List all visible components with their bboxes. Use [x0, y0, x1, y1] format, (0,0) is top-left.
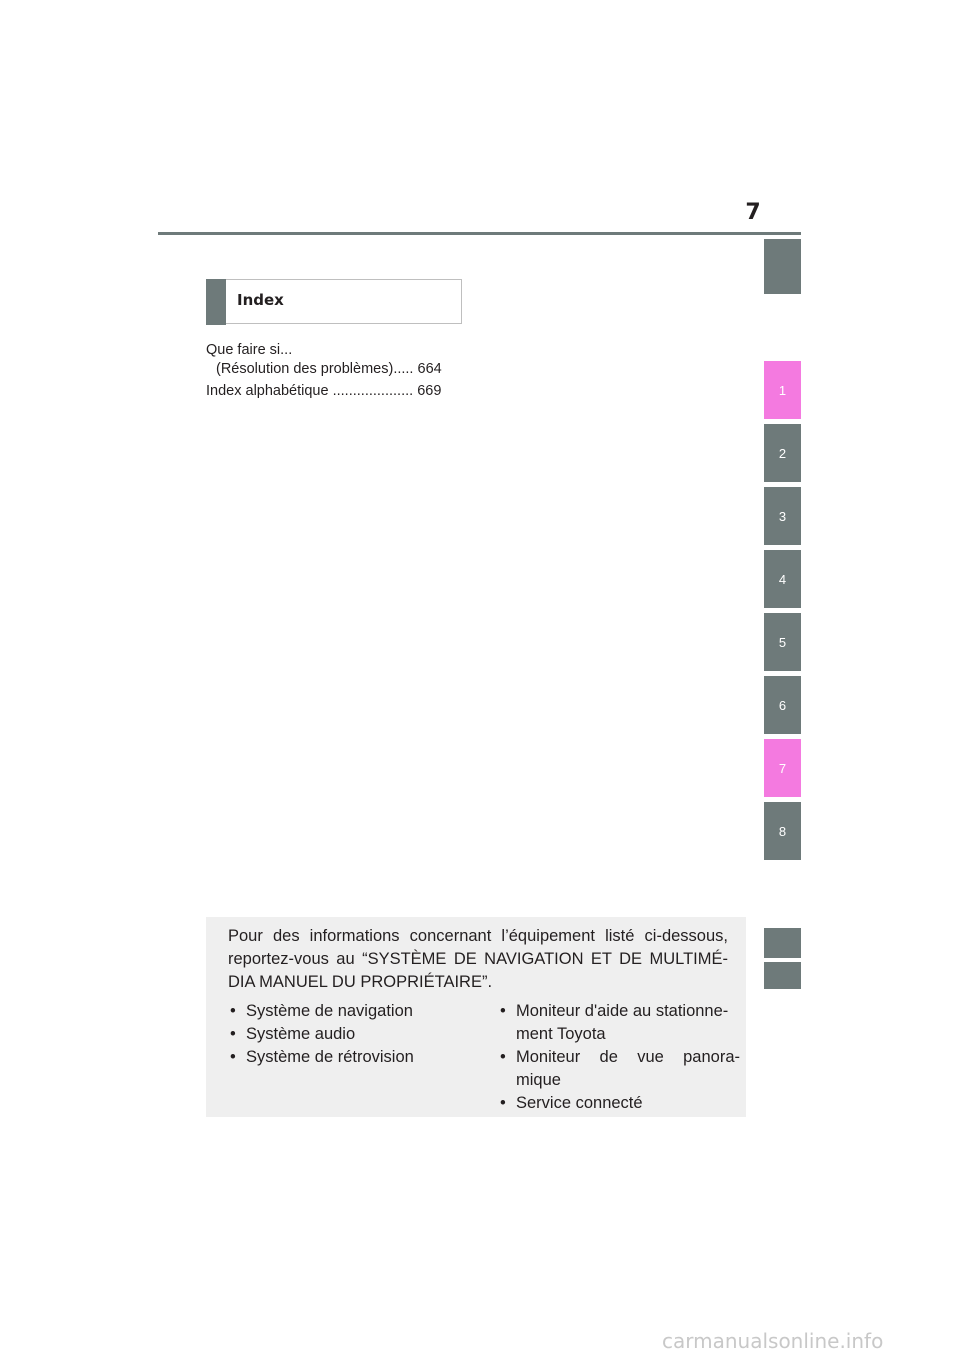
chapter-tab-label: 8 [778, 823, 787, 839]
bullet-icon: • [500, 1094, 506, 1112]
list-item [500, 1000, 740, 1046]
chapter-tab-blank-bottom-1[interactable] [764, 928, 801, 958]
section-heading-bar [206, 279, 226, 325]
section-heading [206, 279, 462, 324]
toc-entry-title: Index alphabétique [206, 383, 329, 399]
toc-dots: ..... [393, 361, 414, 377]
toc-page-number: 664 [417, 361, 442, 377]
list-item-text: Système audio [246, 1025, 356, 1043]
list-item-text: Système de navigation [246, 1002, 413, 1020]
header-rule [158, 232, 801, 235]
list-item [500, 1046, 740, 1092]
list-item-text: Service connecté [516, 1094, 643, 1112]
toc-page-number: 669 [417, 383, 442, 399]
info-paragraph-line: DIA MANUEL DU PROPRIÉTAIRE”. [228, 973, 493, 991]
toc-entry-1-line1[interactable] [206, 342, 292, 358]
info-paragraph-line: reportez-vous au “SYSTÈME DE NAVIGATION ET DE MULTIMÉ- [228, 950, 728, 968]
list-item-text: ment Toyota [516, 1025, 606, 1043]
chapter-tab-8[interactable] [764, 802, 801, 860]
toc-entry-title: Que faire si... [206, 342, 293, 358]
chapter-tab-label: 6 [778, 697, 787, 713]
list-item-text: Moniteur d'aide au stationne- [516, 1002, 729, 1020]
chapter-tab-label: 7 [778, 760, 787, 776]
chapter-tab-5[interactable] [764, 613, 801, 671]
chapter-tab-blank-top[interactable] [764, 239, 801, 294]
chapter-tab-3[interactable] [764, 487, 801, 545]
info-paragraph-line: Pour des informations concernant l’équipement listé ci-dessous, [228, 927, 728, 945]
chapter-tab-label: 1 [778, 382, 787, 398]
section-title: Index [237, 291, 284, 309]
bullet-icon: • [230, 1048, 236, 1066]
chapter-tab-label: 4 [778, 571, 787, 587]
watermark-text: carmanualsonline.info [662, 1329, 884, 1353]
bullet-icon: • [230, 1025, 236, 1043]
toc-dots: .................... [332, 383, 414, 399]
chapter-tab-label: 5 [778, 634, 787, 650]
bullet-icon: • [500, 1048, 506, 1066]
list-item-text: mique [516, 1071, 561, 1089]
list-item-text: Moniteur de vue panora- [516, 1048, 740, 1066]
info-box [206, 917, 746, 1117]
page-number: 7 [745, 200, 761, 225]
chapter-tab-1[interactable] [764, 361, 801, 419]
chapter-tab-2[interactable] [764, 424, 801, 482]
bullet-icon: • [500, 1002, 506, 1020]
toc-entry-2[interactable] [206, 383, 441, 399]
chapter-tab-blank-bottom-2[interactable] [764, 962, 801, 989]
toc-entry-subtitle: (Résolution des problèmes) [216, 361, 394, 377]
chapter-tab-label: 3 [778, 508, 787, 524]
chapter-tab-4[interactable] [764, 550, 801, 608]
info-paragraph [228, 925, 728, 994]
chapter-tab-6[interactable] [764, 676, 801, 734]
bullet-icon: • [230, 1002, 236, 1020]
chapter-tab-label: 2 [778, 445, 787, 461]
chapter-tab-7[interactable] [764, 739, 801, 797]
list-item-text: Système de rétrovision [246, 1048, 414, 1066]
toc-entry-1-line2[interactable] [216, 361, 442, 377]
